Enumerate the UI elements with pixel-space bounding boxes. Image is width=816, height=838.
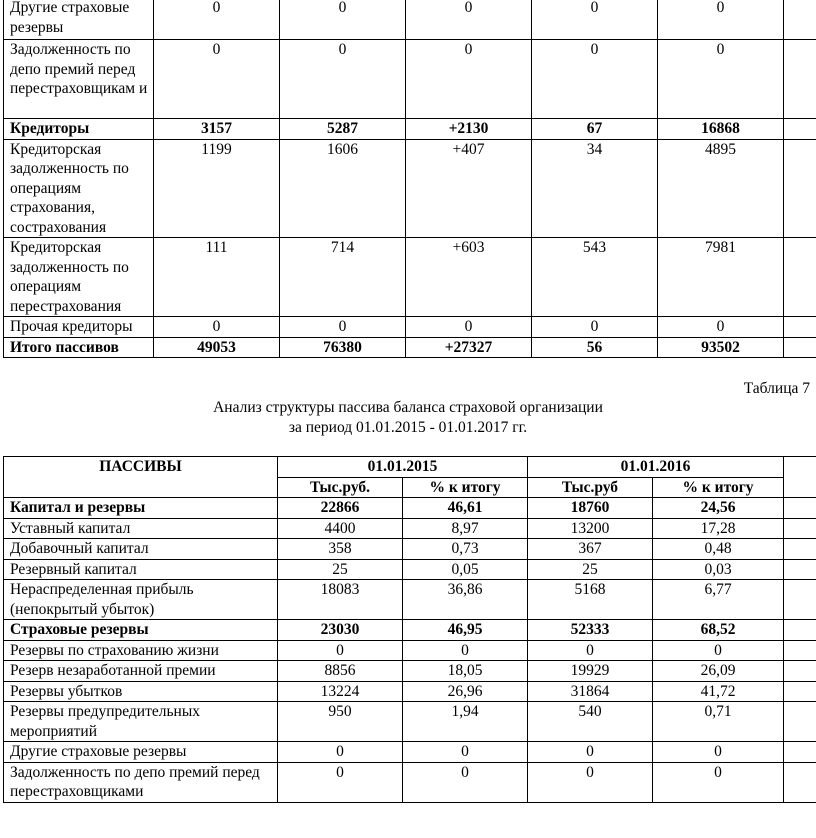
extra-cell bbox=[784, 539, 816, 560]
subheader-percent-2016: % к итогу bbox=[653, 477, 784, 498]
table-row bbox=[4, 559, 816, 580]
subheader-thousand-rub-2016: Тыс.руб bbox=[528, 477, 653, 498]
cell-value: 5168 bbox=[528, 580, 653, 620]
table-row bbox=[4, 0, 816, 40]
row-label: Другие страховые резервы bbox=[4, 0, 154, 40]
cell-value: 0 bbox=[532, 317, 658, 338]
cell-value: 0 bbox=[403, 742, 528, 763]
extra-cell bbox=[784, 238, 816, 317]
cell-value: 0 bbox=[280, 0, 406, 40]
cell-value: 0 bbox=[653, 762, 784, 802]
cell-value: 0 bbox=[658, 40, 784, 119]
cell-value: 3157 bbox=[154, 119, 280, 140]
cell-value: 0,05 bbox=[403, 559, 528, 580]
row-label: Резервы по страхованию жизни bbox=[4, 640, 278, 661]
table-row bbox=[4, 661, 816, 682]
cell-value: 46,95 bbox=[403, 620, 528, 641]
header-extra-cell bbox=[784, 457, 816, 498]
cell-value: 0 bbox=[280, 40, 406, 119]
extra-cell bbox=[784, 40, 816, 119]
row-label: Итого пассивов bbox=[4, 337, 154, 358]
extra-cell bbox=[784, 762, 816, 802]
cell-value: 25 bbox=[528, 559, 653, 580]
cell-value: 8856 bbox=[278, 661, 403, 682]
cell-value: 22866 bbox=[278, 498, 403, 519]
extra-cell bbox=[784, 661, 816, 682]
cell-value: +27327 bbox=[406, 337, 532, 358]
table-row bbox=[4, 580, 816, 620]
cell-value: 68,52 bbox=[653, 620, 784, 641]
cell-value: 7981 bbox=[658, 238, 784, 317]
row-label: Кредиторы bbox=[4, 119, 154, 140]
cell-value: 52333 bbox=[528, 620, 653, 641]
cell-value: 367 bbox=[528, 539, 653, 560]
cell-value: 0 bbox=[154, 0, 280, 40]
cell-value: 13224 bbox=[278, 681, 403, 702]
cell-value: 13200 bbox=[528, 518, 653, 539]
cell-value: +603 bbox=[406, 238, 532, 317]
table-title: Анализ структуры пассива баланса страховой организации bbox=[213, 399, 603, 416]
extra-cell bbox=[784, 620, 816, 641]
cell-value: 0 bbox=[406, 40, 532, 119]
cell-value: 34 bbox=[532, 139, 658, 238]
extra-cell bbox=[784, 337, 816, 358]
cell-value: 23030 bbox=[278, 620, 403, 641]
cell-value: 0 bbox=[406, 317, 532, 338]
cell-value: 0,48 bbox=[653, 539, 784, 560]
table-row bbox=[4, 742, 816, 763]
cell-value: 0 bbox=[278, 762, 403, 802]
table-row bbox=[4, 539, 816, 560]
extra-cell bbox=[784, 518, 816, 539]
extra-cell bbox=[784, 498, 816, 519]
extra-cell bbox=[784, 317, 816, 338]
cell-value: 4895 bbox=[658, 139, 784, 238]
cell-value: 1606 bbox=[280, 139, 406, 238]
cell-value: 24,56 bbox=[653, 498, 784, 519]
cell-value: 36,86 bbox=[403, 580, 528, 620]
table-row bbox=[4, 518, 816, 539]
cell-value: 0 bbox=[658, 317, 784, 338]
cell-value: 0,71 bbox=[653, 702, 784, 742]
table-row bbox=[4, 702, 816, 742]
cell-value: 93502 bbox=[658, 337, 784, 358]
cell-value: 0 bbox=[403, 762, 528, 802]
header-date-2016: 01.01.2016 bbox=[528, 457, 784, 478]
cell-value: +2130 bbox=[406, 119, 532, 140]
row-label: Резервы предупредительных мероприятий bbox=[4, 702, 278, 742]
table-row bbox=[4, 640, 816, 661]
extra-cell bbox=[784, 580, 816, 620]
cell-value: 0 bbox=[280, 317, 406, 338]
cell-value: 26,09 bbox=[653, 661, 784, 682]
cell-value: 49053 bbox=[154, 337, 280, 358]
extra-cell bbox=[784, 559, 816, 580]
cell-value: 8,97 bbox=[403, 518, 528, 539]
cell-value: 0 bbox=[528, 762, 653, 802]
cell-value: 714 bbox=[280, 238, 406, 317]
extra-cell bbox=[784, 139, 816, 238]
table-row bbox=[4, 498, 816, 519]
table-period: за период 01.01.2015 - 01.01.2017 гг. bbox=[288, 419, 528, 436]
header-liabilities: ПАССИВЫ bbox=[4, 457, 278, 498]
cell-value: 25 bbox=[278, 559, 403, 580]
row-label: Другие страховые резервы bbox=[4, 742, 278, 763]
header-date-2015: 01.01.2015 bbox=[278, 457, 528, 478]
table-row bbox=[4, 337, 816, 358]
cell-value: 41,72 bbox=[653, 681, 784, 702]
row-label: Добавочный капитал bbox=[4, 539, 278, 560]
row-label: Резервный капитал bbox=[4, 559, 278, 580]
cell-value: 76380 bbox=[280, 337, 406, 358]
cell-value: 1199 bbox=[154, 139, 280, 238]
cell-value: 56 bbox=[532, 337, 658, 358]
cell-value: 0,73 bbox=[403, 539, 528, 560]
row-label: Задолженность по депо премий перед перестраховщикам и bbox=[4, 40, 154, 119]
cell-value: 0,03 bbox=[653, 559, 784, 580]
row-label: Резерв незаработанной премии bbox=[4, 661, 278, 682]
table-row bbox=[4, 681, 816, 702]
table-row bbox=[4, 119, 816, 140]
row-label: Страховые резервы bbox=[4, 620, 278, 641]
cell-value: 0 bbox=[278, 640, 403, 661]
row-label: Кредиторская задолженность по операциям перестрахования bbox=[4, 238, 154, 317]
cell-value: 0 bbox=[658, 0, 784, 40]
subheader-percent-2015: % к итогу bbox=[403, 477, 528, 498]
row-label: Резервы убытков bbox=[4, 681, 278, 702]
cell-value: 0 bbox=[154, 317, 280, 338]
cell-value: 540 bbox=[528, 702, 653, 742]
cell-value: 0 bbox=[278, 742, 403, 763]
cell-value: 0 bbox=[154, 40, 280, 119]
extra-cell bbox=[784, 119, 816, 140]
header-row bbox=[4, 457, 816, 478]
cell-value: 4400 bbox=[278, 518, 403, 539]
table-row bbox=[4, 762, 816, 802]
cell-value: 31864 bbox=[528, 681, 653, 702]
table-row bbox=[4, 238, 816, 317]
cell-value: 0 bbox=[653, 640, 784, 661]
row-label: Задолженность по депо премий перед перестраховщиками bbox=[4, 762, 278, 802]
subheader-thousand-rub-2015: Тыс.руб. bbox=[278, 477, 403, 498]
cell-value: 0 bbox=[532, 0, 658, 40]
cell-value: 950 bbox=[278, 702, 403, 742]
cell-value: 18760 bbox=[528, 498, 653, 519]
cell-value: 18083 bbox=[278, 580, 403, 620]
cell-value: 0 bbox=[653, 742, 784, 763]
cell-value: 0 bbox=[532, 40, 658, 119]
row-label: Капитал и резервы bbox=[4, 498, 278, 519]
cell-value: 19929 bbox=[528, 661, 653, 682]
cell-value: 0 bbox=[528, 640, 653, 661]
table-row bbox=[4, 317, 816, 338]
cell-value: 18,05 bbox=[403, 661, 528, 682]
cell-value: 16868 bbox=[658, 119, 784, 140]
extra-cell bbox=[784, 702, 816, 742]
cell-value: +407 bbox=[406, 139, 532, 238]
cell-value: 0 bbox=[403, 640, 528, 661]
cell-value: 0 bbox=[406, 0, 532, 40]
cell-value: 26,96 bbox=[403, 681, 528, 702]
extra-cell bbox=[784, 742, 816, 763]
row-label: Уставный капитал bbox=[4, 518, 278, 539]
cell-value: 1,94 bbox=[403, 702, 528, 742]
cell-value: 358 bbox=[278, 539, 403, 560]
extra-cell bbox=[784, 681, 816, 702]
extra-cell bbox=[784, 0, 816, 40]
table-row bbox=[4, 139, 816, 238]
table-number: Таблица 7 bbox=[743, 380, 810, 397]
table-row bbox=[4, 620, 816, 641]
cell-value: 17,28 bbox=[653, 518, 784, 539]
cell-value: 5287 bbox=[280, 119, 406, 140]
row-label: Кредиторская задолженность по операциям страхования, сострахования bbox=[4, 139, 154, 238]
cell-value: 6,77 bbox=[653, 580, 784, 620]
cell-value: 543 bbox=[532, 238, 658, 317]
extra-cell bbox=[784, 640, 816, 661]
cell-value: 46,61 bbox=[403, 498, 528, 519]
cell-value: 67 bbox=[532, 119, 658, 140]
liabilities-table-top bbox=[3, 0, 816, 358]
row-label: Прочая кредиторы bbox=[4, 317, 154, 338]
table-row bbox=[4, 40, 816, 119]
row-label: Нераспределенная прибыль (непокрытый убыток) bbox=[4, 580, 278, 620]
cell-value: 111 bbox=[154, 238, 280, 317]
cell-value: 0 bbox=[528, 742, 653, 763]
liabilities-structure-table bbox=[3, 456, 816, 803]
